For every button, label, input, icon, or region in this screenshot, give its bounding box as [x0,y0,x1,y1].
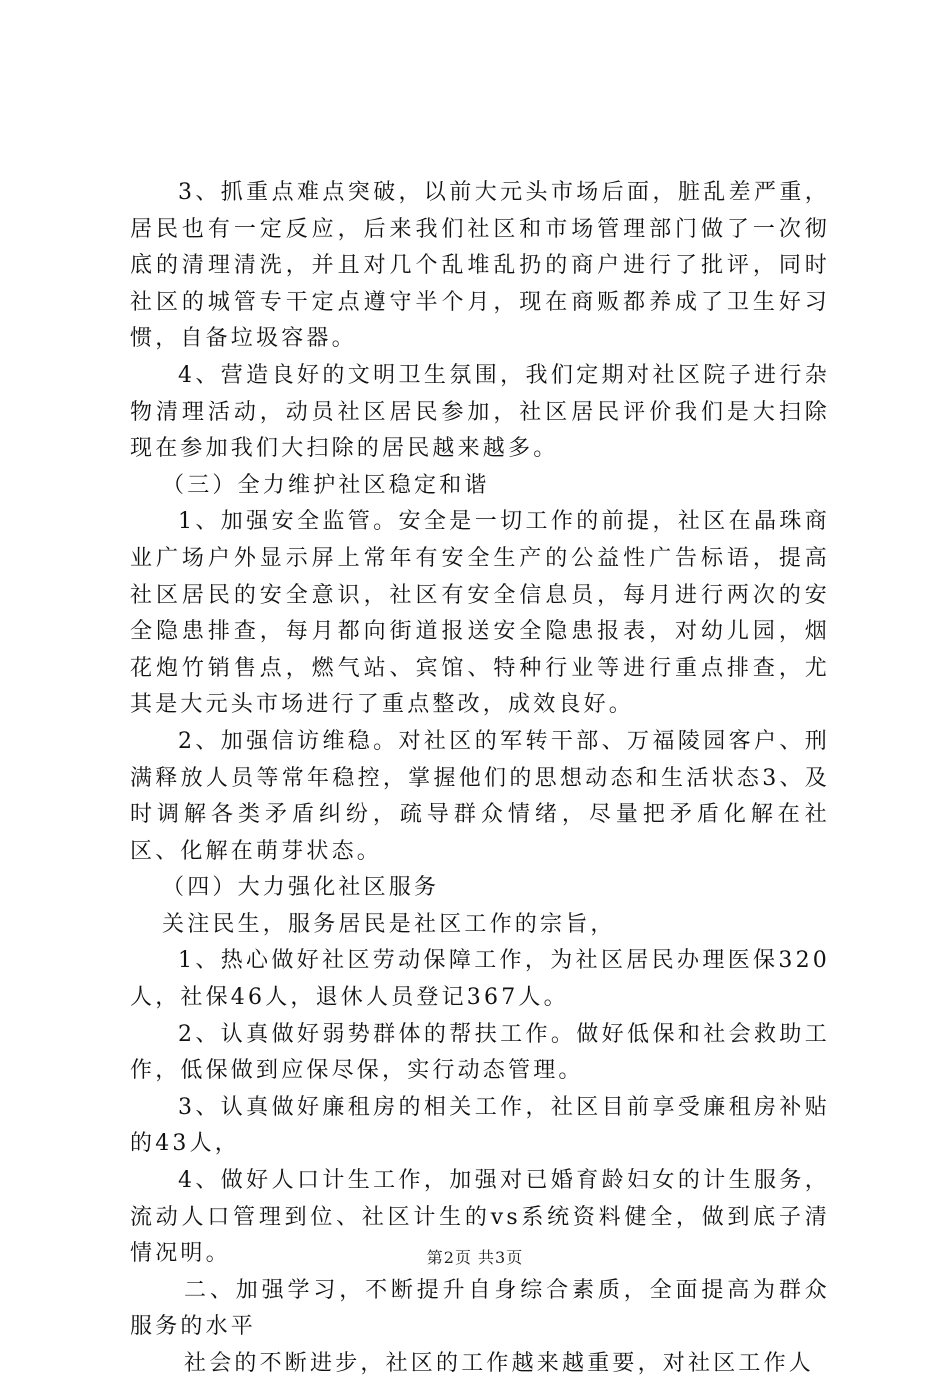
section-heading-community-service: （四）大力强化社区服务 [162,875,440,901]
document-body [130,175,830,1383]
paragraph-social-progress: 社会的不断进步，社区的工作越来越重要，对社区工作人 [184,1351,815,1376]
paragraph-low-rent-housing: 3、认真做好廉租房的相关工作，社区目前享受廉租房补贴的43人， [130,1094,830,1157]
paragraph-sanitation-breakthrough: 3、抓重点难点突破，以前大元头市场后面，脏乱差严重，居民也有一定反应，后来我们社区和市场管理部门做了一次彻底的清理清洗，并且对几个乱堆乱扔的商户进行了批评，同时社区的城管专干定点遵守半个月，现在商贩都养成了卫生好习惯，自备垃圾容器。 [130,180,830,352]
paragraph-labor-security: 1、热心做好社区劳动保障工作，为社区居民办理医保320人，社保46人，退休人员登记367人。 [130,948,830,1011]
paragraph-civilized-atmosphere: 4、营造良好的文明卫生氛围，我们定期对社区院子进行杂物清理活动，动员社区居民参加，社区居民评价我们是大扫除现在参加我们大扫除的居民越来越多。 [130,362,830,462]
paragraph-petition-stability: 2、加强信访维稳。对社区的军转干部、万福陵园客户、刑满释放人员等常年稳控，掌握他们的思想动态和生活状态3、及时调解各类矛盾纠纷，疏导群众情绪，尽量把矛盾化解在社区、化解在萌芽状态。 [130,728,830,864]
page-number-footer: 第2页 共3页 [426,1248,524,1267]
section-heading-stability: （三）全力维护社区稳定和谐 [162,472,490,498]
paragraph-family-planning: 4、做好人口计生工作，加强对已婚育龄妇女的计生服务，流动人口管理到位、社区计生的vs系统资料健全，做到底子清情况明。 [130,1168,830,1267]
paragraph-vulnerable-groups: 2、认真做好弱势群体的帮扶工作。做好低保和社会救助工作，低保做到应保尽保，实行动态管理。 [130,1021,830,1084]
paragraph-service-intro: 关注民生，服务居民是社区工作的宗旨， [162,911,616,937]
paragraph-safety-supervision: 1、加强安全监管。安全是一切工作的前提，社区在晶珠商业广场户外显示屏上常年有安全生产的公益性广告标语，提高社区居民的安全意识，社区有安全信息员，每月进行两次的安全隐患排查，每月都向街道报送安全隐患报表，对幼儿园，烟花炮竹销售点，燃气站、宾馆、特种行业等进行重点排查，尤其是大元头市场进行了重点整改，成效良好。 [130,509,830,718]
section-heading-learning: 二、加强学习，不断提升自身综合素质，全面提高为群众服务的水平 [130,1277,830,1340]
